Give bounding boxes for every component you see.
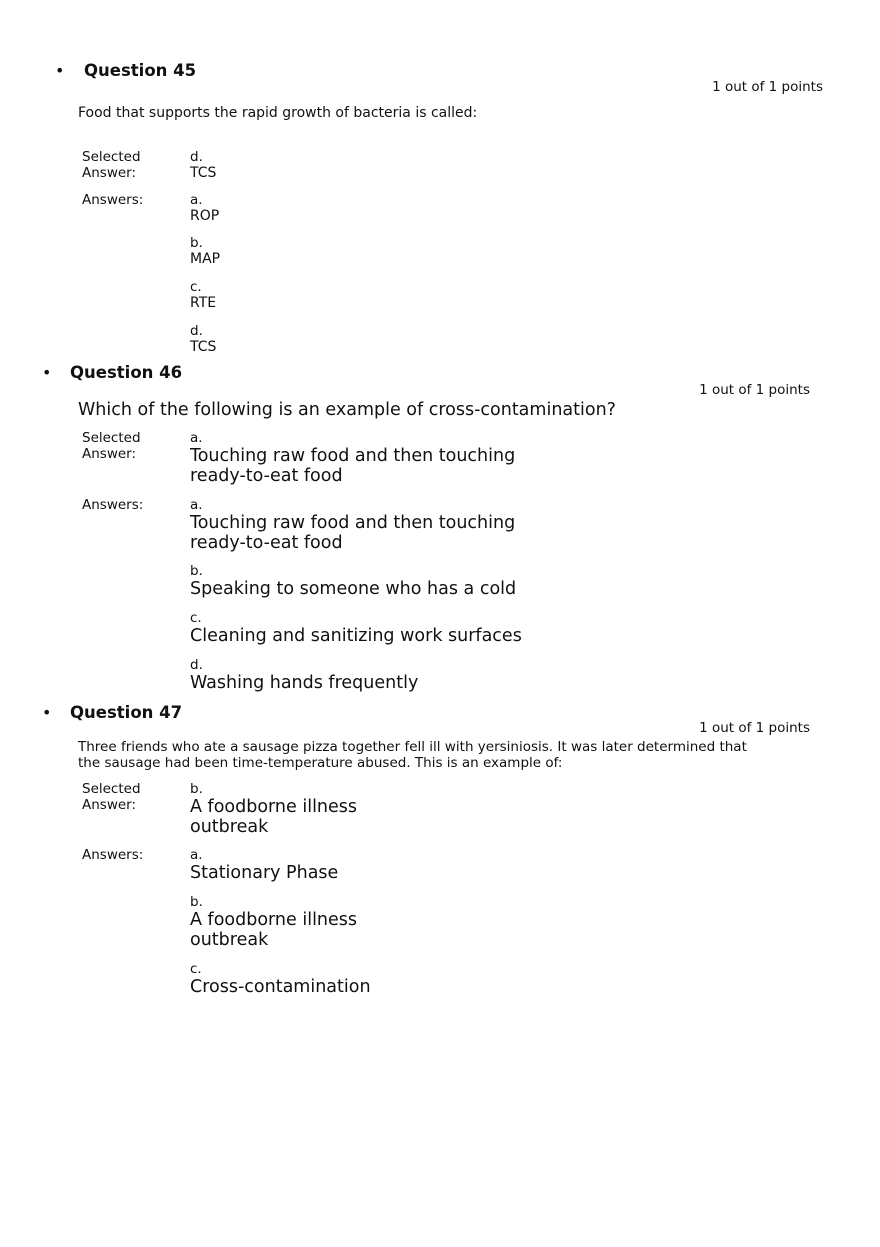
bullet-icon: •: [55, 61, 65, 80]
answers-label: Answers:: [82, 192, 144, 208]
answer-text: Speaking to someone who has a cold: [190, 579, 517, 599]
answer-option: [190, 563, 610, 599]
answer-letter: a.: [190, 497, 203, 513]
answer-option: [190, 497, 540, 553]
question-title: Question 46: [70, 363, 183, 382]
bullet-icon: •: [42, 703, 52, 722]
answer-text: A foodborne illness outbreak: [190, 910, 358, 950]
answer-letter: b.: [190, 235, 203, 251]
selected-answer-label: Selected Answer:: [82, 430, 141, 462]
answer-text: RTE: [190, 295, 217, 311]
answer-option: [190, 235, 390, 268]
points-label: 1 out of 1 points: [712, 79, 823, 95]
answer-letter: b.: [190, 563, 203, 579]
answer-letter: c.: [190, 279, 202, 295]
answer-text: Stationary Phase: [190, 863, 339, 883]
answer-letter: b.: [190, 894, 203, 910]
answer-text: A foodborne illness outbreak: [190, 797, 358, 837]
selected-answer: [190, 149, 390, 182]
question-title: Question 45: [84, 61, 197, 80]
points-label: 1 out of 1 points: [699, 382, 810, 398]
answer-letter: b.: [190, 781, 203, 797]
answer-option: [190, 610, 610, 646]
selected-answer-label: Selected Answer:: [82, 149, 141, 181]
question-text: Which of the following is an example of cross-contamination?: [78, 400, 616, 420]
answer-letter: d.: [190, 149, 203, 165]
answer-text: Touching raw food and then touching ready-to-eat food: [190, 446, 516, 486]
answer-option: [190, 894, 390, 950]
selected-answer: [190, 430, 540, 486]
answer-text: MAP: [190, 251, 221, 267]
answer-letter: c.: [190, 610, 202, 626]
answer-option: [190, 961, 490, 997]
answer-text: Cleaning and sanitizing work surfaces: [190, 626, 522, 646]
answer-text: Cross-contamination: [190, 977, 371, 997]
answer-letter: a.: [190, 430, 203, 446]
answer-option: [190, 657, 610, 693]
answer-letter: a.: [190, 847, 203, 863]
answer-letter: d.: [190, 657, 203, 673]
points-label: 1 out of 1 points: [699, 720, 810, 736]
answers-label: Answers:: [82, 497, 144, 513]
question-text: Food that supports the rapid growth of bacteria is called:: [78, 105, 478, 121]
answer-option: [190, 192, 390, 225]
bullet-icon: •: [42, 363, 52, 382]
question-title: Question 47: [70, 703, 183, 722]
answer-option: [190, 323, 390, 356]
answer-text: ROP: [190, 208, 220, 224]
answer-text: TCS: [190, 339, 217, 355]
answer-text: Touching raw food and then touching ready-to-eat food: [190, 513, 516, 553]
selected-answer: [190, 781, 390, 837]
answer-text: Washing hands frequently: [190, 673, 419, 693]
answers-label: Answers:: [82, 847, 144, 863]
answer-letter: c.: [190, 961, 202, 977]
answer-letter: d.: [190, 323, 203, 339]
answer-option: [190, 279, 390, 312]
selected-answer-label: Selected Answer:: [82, 781, 141, 813]
answer-letter: a.: [190, 192, 203, 208]
question-text: Three friends who ate a sausage pizza together fell ill with yersiniosis. It was later determined that the sausage had been time-temperature abused. This is an example of:: [78, 739, 747, 771]
answer-text: TCS: [190, 165, 217, 181]
answer-option: [190, 847, 490, 883]
